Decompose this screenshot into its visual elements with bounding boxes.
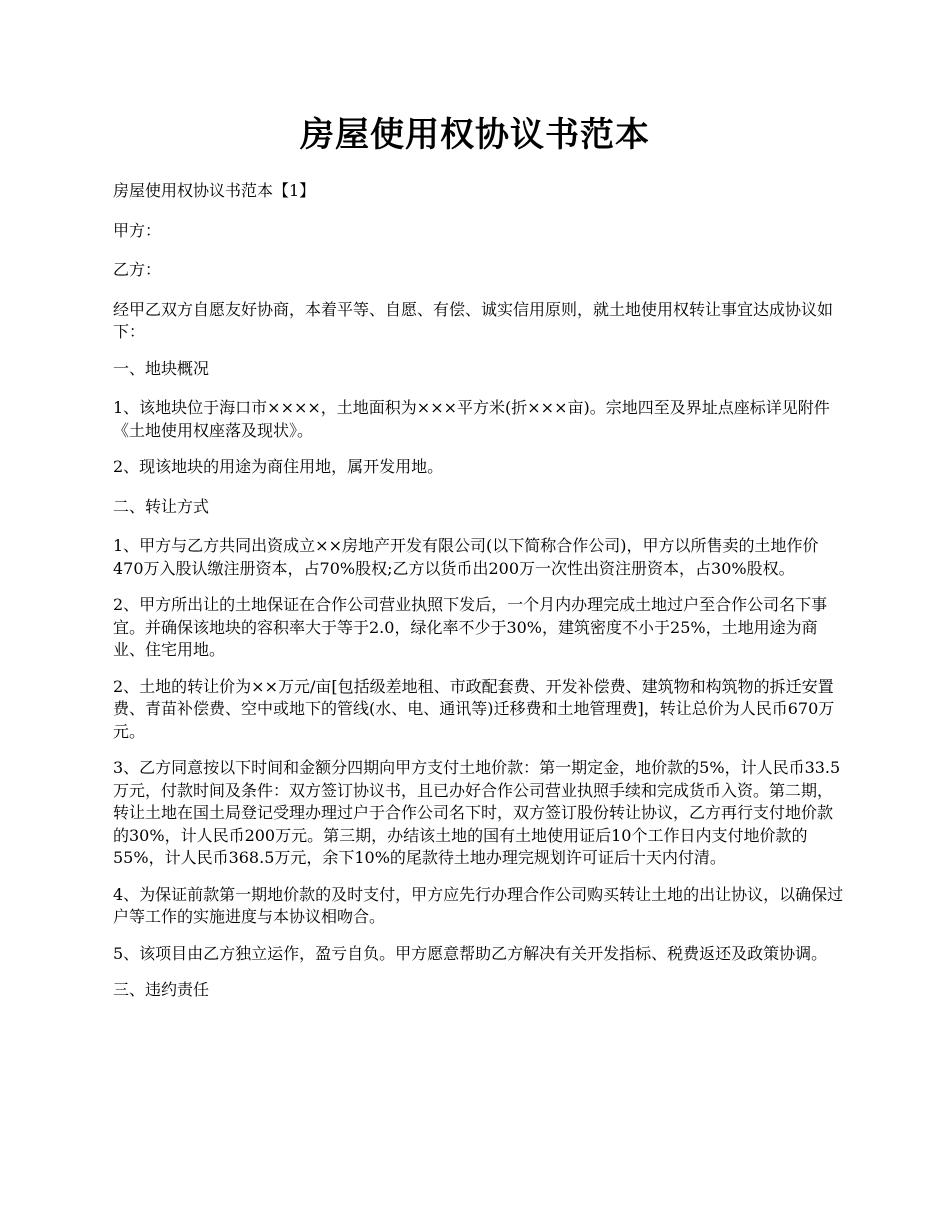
paragraph-party-b: 乙方：	[113, 260, 162, 279]
paragraph-joint-company: 1、甲方与乙方共同出资成立××房地产开发有限公司(以下简称合作公司)，甲方以所售卖的土地作价470万入股认缴注册资本，占70%股权;乙方以货币出200万一次性出资注册资本，占30%股权。	[113, 536, 819, 578]
paragraph-subtitle: 房屋使用权协议书范本【1】	[113, 181, 316, 200]
section-heading-land-overview: 一、地块概况	[113, 358, 210, 378]
paragraph-preamble: 经甲乙双方自愿友好协商，本着平等、自愿、有偿、诚实信用原则，就土地使用权转让事宜达成协议如下：	[113, 299, 834, 341]
section-heading-transfer-method: 二、转让方式	[113, 496, 210, 516]
paragraph-transfer-guarantee: 2、甲方所出让的土地保证在合作公司营业执照下发后，一个月内办理完成土地过户至合作公司名下事宜。并确保该地块的容积率大于等于2.0，绿化率不少于30%，建筑密度不小于25%，土地用途为商业、住宅用地。	[113, 595, 828, 659]
document-title: 房屋使用权协议书范本	[300, 115, 650, 155]
paragraph-party-a: 甲方：	[113, 220, 162, 240]
paragraph-transfer-price: 2、土地的转让价为××万元/亩[包括级差地租、市政配套费、开发补偿费、建筑物和构筑物的拆迁安置费、青苗补偿费、空中或地下的管线(水、电、通讯等)迁移费和土地管理费]，转让总价为人民币670万元。	[113, 676, 835, 741]
paragraph-land-location: 1、该地块位于海口市××××，土地面积为×××平方米(折×××亩)。宗地四至及界址点座标详见附件《土地使用权座落及现状》。	[113, 398, 830, 440]
document-body	[113, 180, 848, 1019]
paragraph-land-use: 2、现该地块的用途为商住用地，属开发用地。	[113, 457, 444, 476]
paragraph-project-operation: 5、该项目由乙方独立运作，盈亏自负。甲方愿意帮助乙方解决有关开发指标、税费返还及政策协调。	[113, 943, 828, 963]
paragraph-payment-assurance: 4、为保证前款第一期地价款的及时支付，甲方应先行办理合作公司购买转让土地的出让协议，以确保过户等工作的实施进度与本协议相吻合。	[113, 884, 844, 926]
paragraph-payment-schedule: 3、乙方同意按以下时间和金额分四期向甲方支付土地价款：第一期定金，地价款的5%，计人民币33.5万元，付款时间及条件：双方签订协议书，且已办好合作公司营业执照手续和完成货币入资。第二期，转让土地在国土局登记受理办理过户于合作公司名下时，双方签订股份转让协议，乙方再行支付地价款的30%，计人民币200万元。第三期，办结该土地的国有土地使用证后10个工作日内支付地价款的55%，计人民币368.5万元，余下10%的尾款待土地办理完规划许可证后十天内付清。	[113, 758, 841, 867]
section-heading-liability: 三、违约责任	[113, 980, 210, 999]
